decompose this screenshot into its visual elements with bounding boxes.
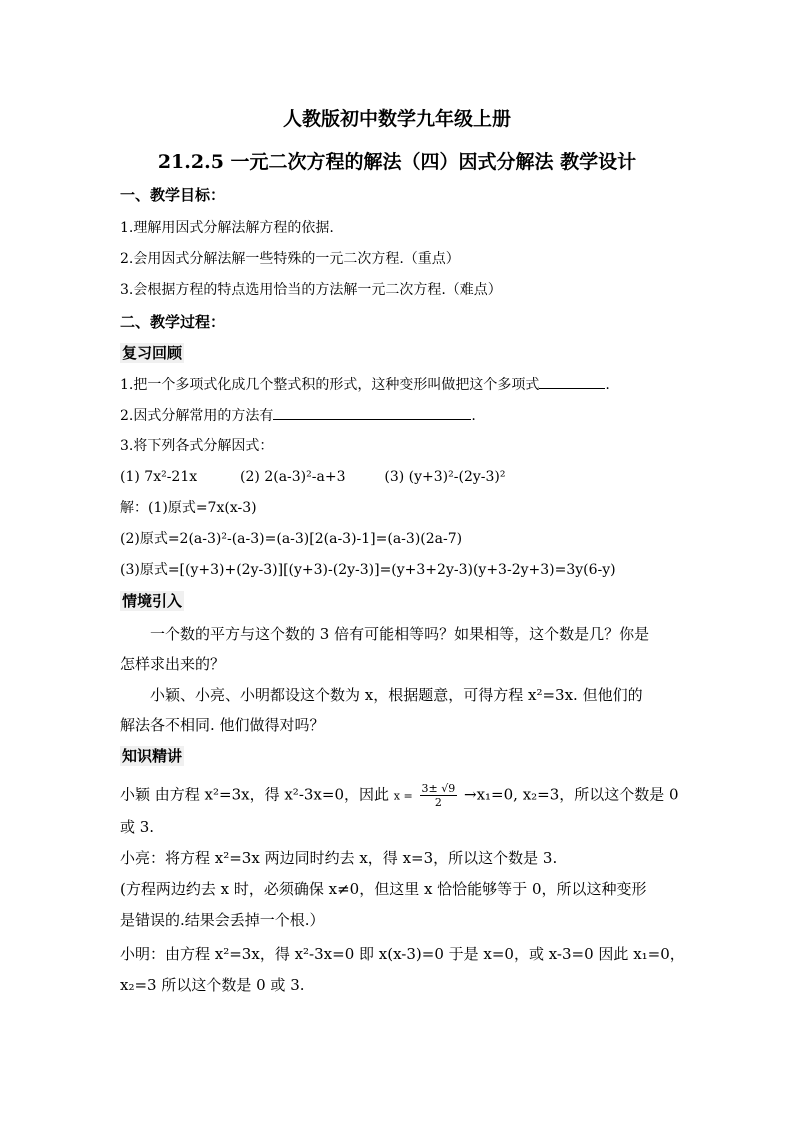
xiaoying-text-b: →x₁=0, x₂=3，所以这个数是 0 (464, 785, 679, 804)
xiaoming-solution-a: 小明：由方程 x²=3x，得 x²-3x=0 即 x(x-3)=0 于是 x=0，或 x-3=0 因此 x₁=0， (120, 945, 685, 963)
root-formula-numerator: 3± √9 (421, 782, 456, 795)
xiaoying-text-a: 小颖 由方程 x²=3x，得 x²-3x=0，因此 (120, 785, 390, 804)
formula-x: x = (393, 789, 413, 803)
xiaoying-text-c: 或 3. (120, 818, 155, 836)
section-heading-process: 二、教学过程： (120, 313, 226, 331)
scene-paragraph-1b: 怎样求出来的？ (120, 655, 226, 673)
review-item-3: 3.将下列各式分解因式： (120, 438, 274, 454)
problem-3: (3) (y+3)²-(2y-3)² (384, 469, 506, 485)
note-line-a: (方程两边约去 x 时，必须确保 x≠0，但这里 x 恰恰能够等于 0，所以这种变形 (120, 880, 647, 898)
document-title: 人教版初中数学九年级上册 (282, 108, 511, 130)
solution-1: 解：(1)原式=7x(x-3) (120, 500, 257, 516)
goal-3: 3.会根据方程的特点选用恰当的方法解一元二次方程.（难点） (120, 282, 502, 298)
scene-heading: 情境引入 (122, 592, 183, 610)
review-item-1-text: 1.把一个多项式化成几个整式积的形式，这种变形叫做把这个多项式 (120, 377, 540, 393)
root-formula-denominator: 2 (434, 796, 442, 809)
review-item-2-text: 2.因式分解常用的方法有 (120, 408, 274, 424)
xiaoying-solution (120, 782, 679, 809)
problem-2: (2) 2(a-3)²-a+3 (240, 469, 346, 485)
answer-blank-1 (539, 374, 605, 389)
review-heading: 复习回顾 (122, 344, 183, 362)
review-item-1: 1.把一个多项式化成几个整式积的形式，这种变形叫做把这个多项式 . (120, 374, 610, 395)
problem-row (120, 467, 505, 487)
goal-1: 1.理解用因式分解法解方程的依据. (120, 220, 334, 236)
xiaoming-solution-b: x₂=3 所以这个数是 0 或 3. (120, 976, 305, 994)
answer-blank-2 (273, 405, 471, 420)
section-heading-goals: 一、教学目标： (120, 186, 226, 204)
note-line-b: 是错误的.结果会丢掉一个根.） (120, 911, 325, 929)
goal-2: 2.会用因式分解法解一些特殊的一元二次方程.（重点） (120, 251, 460, 267)
scene-paragraph-1a: 一个数的平方与这个数的 3 倍有可能相等吗？如果相等，这个数是几？你是 (150, 625, 650, 643)
review-item-2: 2.因式分解常用的方法有 . (120, 405, 476, 426)
problem-1: (1) 7x²-21x (120, 469, 198, 485)
knowledge-heading: 知识精讲 (122, 747, 183, 765)
document-subtitle: 21.2.5 一元二次方程的解法（四）因式分解法 教学设计 (157, 151, 637, 173)
scene-paragraph-2b: 解法各不相同. 他们做得对吗？ (120, 716, 325, 734)
xiaoliang-solution: 小亮：将方程 x²=3x 两边同时约去 x，得 x=3，所以这个数是 3. (120, 849, 558, 867)
solution-3: (3)原式=[(y+3)+(2y-3)][(y+3)-(2y-3)]=(y+3+2y-3)(y+3-2y+3)=3y(6-y) (120, 562, 616, 578)
root-formula (420, 782, 458, 809)
solution-2: (2)原式=2(a-3)²-(a-3)=(a-3)[2(a-3)-1]=(a-3)(2a-7) (120, 531, 463, 547)
scene-paragraph-2a: 小颖、小亮、小明都设这个数为 x，根据题意，可得方程 x²=3x. 但他们的 (150, 686, 643, 704)
